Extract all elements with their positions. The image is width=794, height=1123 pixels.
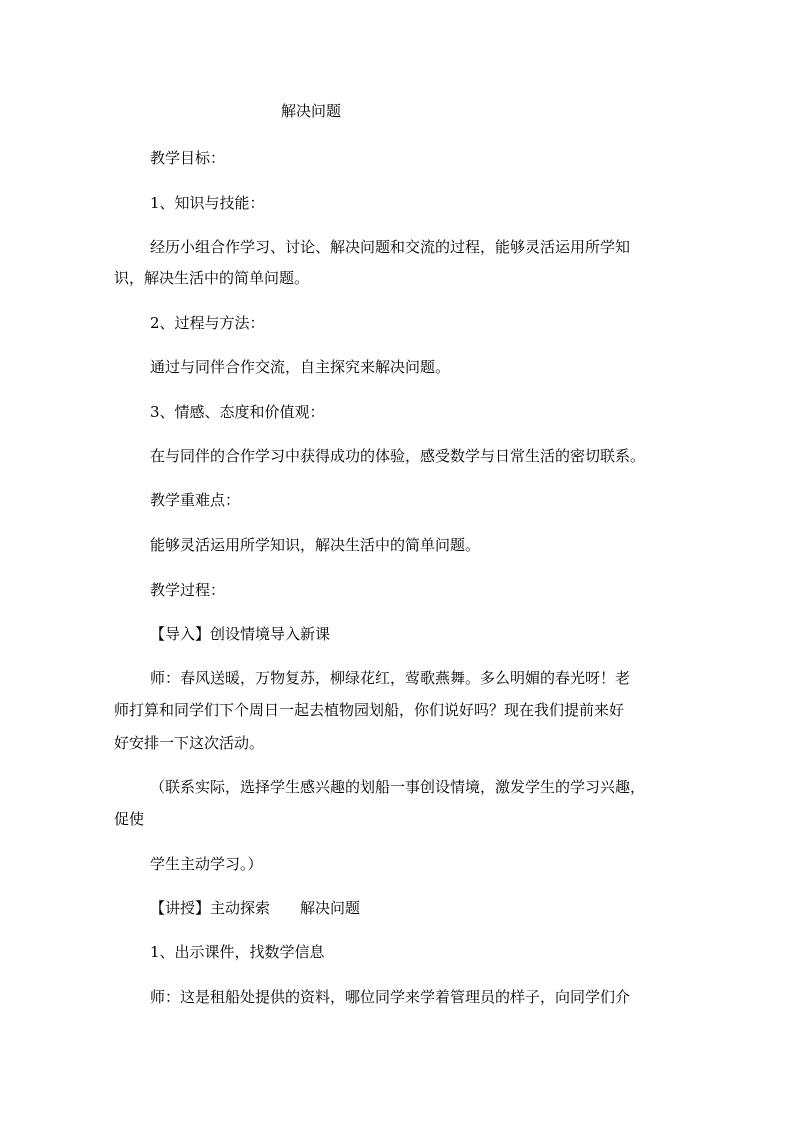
process-heading: 教学过程： <box>150 581 226 599</box>
goal1-text-line2: 识，解决生活中的简单问题。 <box>114 269 310 287</box>
intro-note-line3: 学生主动学习。） <box>150 855 263 873</box>
step1-text: 师：这是租船处提供的资料，哪位同学来学着管理员的样子，向同学们介 <box>150 988 631 1006</box>
goal3-text: 在与同伴的合作学习中获得成功的体验，感受数学与日常生活的密切联系。 <box>150 447 646 465</box>
goal2-heading: 2、过程与方法： <box>150 314 265 332</box>
intro-note-line1: （联系实际，选择学生感兴趣的划船一事创设情境，激发学生的学习兴趣， <box>150 778 646 796</box>
intro-paragraph-line3: 好安排一下这次活动。 <box>114 734 265 752</box>
key-points-text: 能够灵活运用所学知识，解决生活中的简单问题。 <box>150 536 481 554</box>
goals-heading: 教学目标： <box>150 149 226 167</box>
goal1-text-line1: 经历小组合作学习、讨论、解决问题和交流的过程，能够灵活运用所学知 <box>150 238 631 256</box>
intro-note-line2: 促使 <box>114 810 145 828</box>
intro-heading: 【导入】创设情境导入新课 <box>150 625 331 643</box>
goal3-heading: 3、情感、态度和价值观： <box>150 403 325 421</box>
lecture-heading: 【讲授】主动探索 解决问题 <box>150 899 361 917</box>
document-title: 解决问题 <box>281 102 342 120</box>
intro-paragraph-line1: 师：春风送暖，万物复苏，柳绿花红，莺歌燕舞。多么明媚的春光呀！老 <box>150 669 631 687</box>
step1-heading: 1、出示课件，找数学信息 <box>150 943 325 961</box>
key-points-heading: 教学重难点： <box>150 491 241 509</box>
goal1-heading: 1、知识与技能： <box>150 194 265 212</box>
intro-paragraph-line2: 师打算和同学们下个周日一起去植物园划船，你们说好吗？现在我们提前来好 <box>114 701 625 719</box>
goal2-text: 通过与同伴合作交流，自主探究来解决问题。 <box>150 358 451 376</box>
